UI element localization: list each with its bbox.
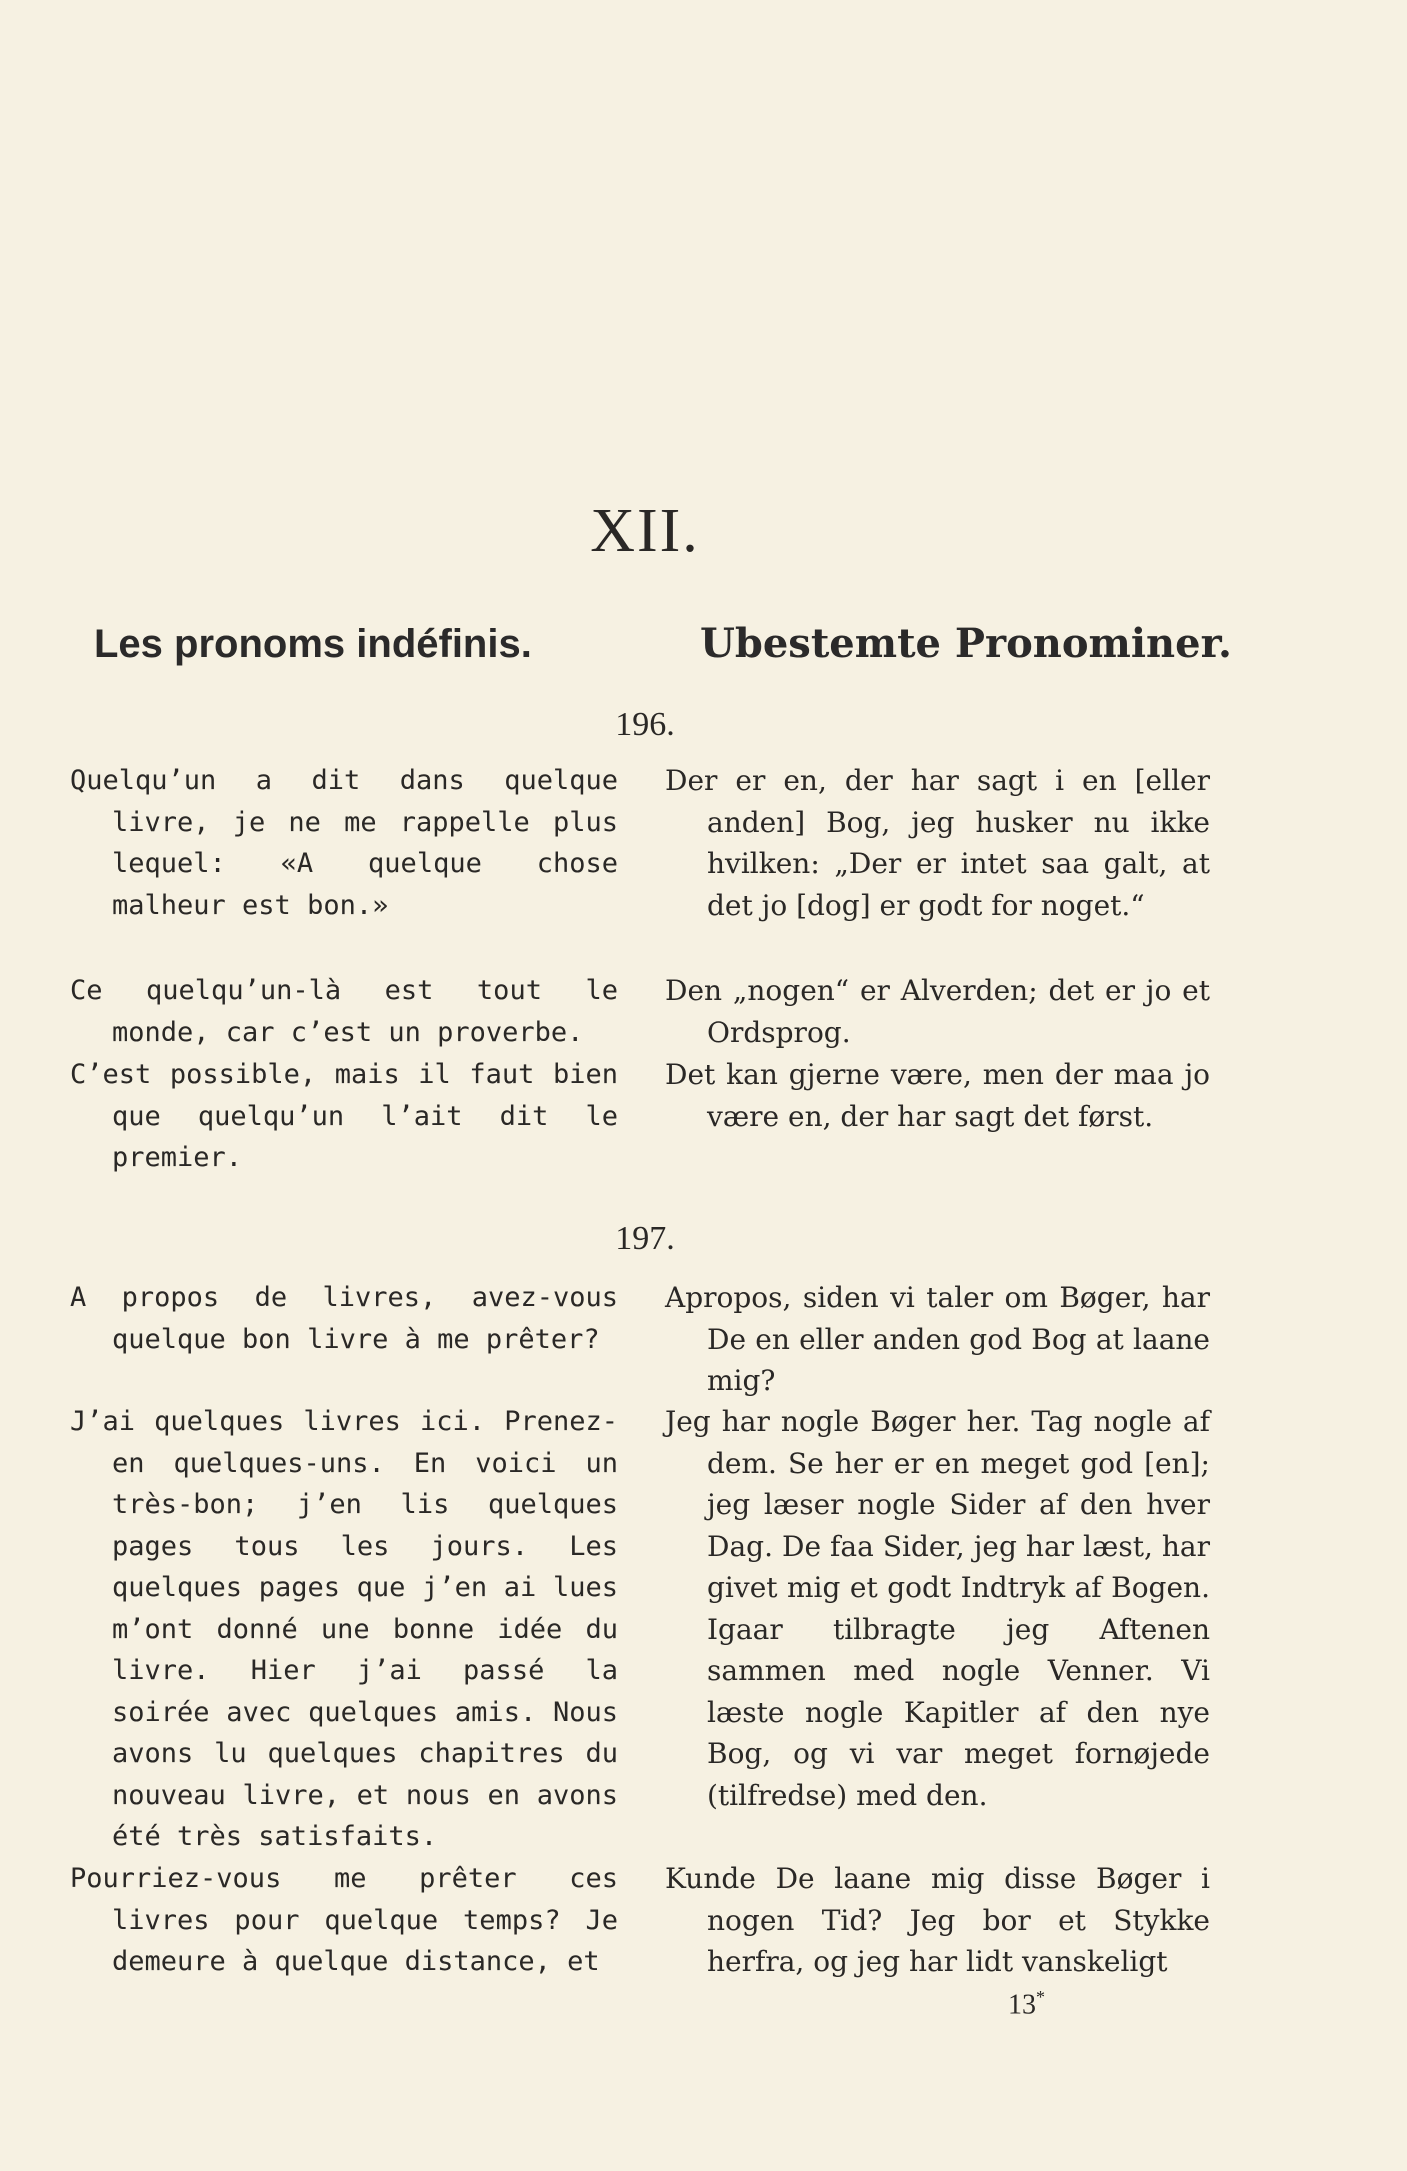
- chapter-title-french: Les pronoms indéfinis.: [94, 622, 532, 666]
- danish-paragraph: Jeg har nogle Bøger her. Tag nogle af dem. Se her er en meget god [en]; jeg læser nogle Sider af den hver Dag. De faa Sider, jeg har læst, har givet mig et godt Indtryk af Bogen. Igaar tilbragte jeg Aftenen sammen med nogle Venner. Vi læste nogle Kapitler af den nye Bog, og vi var meget fornøjede (tilfredse) med den.: [665, 1405, 1210, 1812]
- chapter-title-danish: Ubestemte Pronominer.: [700, 620, 1232, 667]
- danish-paragraph: Apropos, siden vi taler om Bøger, har De en eller anden god Bog at laane mig?: [665, 1281, 1210, 1397]
- folio-mark: *: [1036, 1987, 1045, 2007]
- french-paragraph: J’ai quelques livres ici. Prenez-en quelques-uns. En voici un très-bon; j’en lis quelques pages tous les jours. Les quelques pages que j’en ai lues m’ont donné une bonne idée du livre. Hier j’ai passé la soirée avec quelques amis. Nous avons lu quelques chapitres du nouveau livre, et nous en avons été très satisfaits.: [70, 1406, 618, 1852]
- section-number-196: 196.: [615, 706, 675, 743]
- danish-paragraph: Kunde De laane mig disse Bøger i nogen Tid? Jeg bor et Stykke herfra, og jeg har lidt vanskeligt: [665, 1862, 1210, 1978]
- french-paragraph: C’est possible, mais il faut bien que quelqu’un l’ait dit le premier.: [70, 1059, 618, 1173]
- folio-number: 13: [1008, 1989, 1036, 2021]
- danish-paragraph: Der er en, der har sagt i en [eller anden] Bog, jeg husker nu ikke hvilken: „Der er intet saa galt, at det jo [dog] er godt for noget.“: [665, 764, 1210, 922]
- french-paragraph: Ce quelqu’un-là est tout le monde, car c’est un proverbe.: [70, 975, 618, 1048]
- chapter-number: XII.: [590, 497, 700, 565]
- danish-paragraph: Den „nogen“ er Alverden; det er jo et Ordsprog.: [665, 974, 1210, 1049]
- french-paragraph: Quelqu’un a dit dans quelque livre, je ne me rappelle plus lequel: «A quelque chose malheur est bon.»: [70, 765, 618, 921]
- french-paragraph: Pourriez-vous me prêter ces livres pour quelque temps? Je demeure à quelque distance, et: [70, 1863, 618, 1977]
- french-paragraph: A propos de livres, avez-vous quelque bon livre à me prêter?: [70, 1282, 618, 1355]
- page-folio: [1008, 1987, 1045, 2021]
- section-number-197: 197.: [615, 1220, 675, 1257]
- danish-paragraph: Det kan gjerne være, men der maa jo være en, der har sagt det først.: [665, 1058, 1210, 1133]
